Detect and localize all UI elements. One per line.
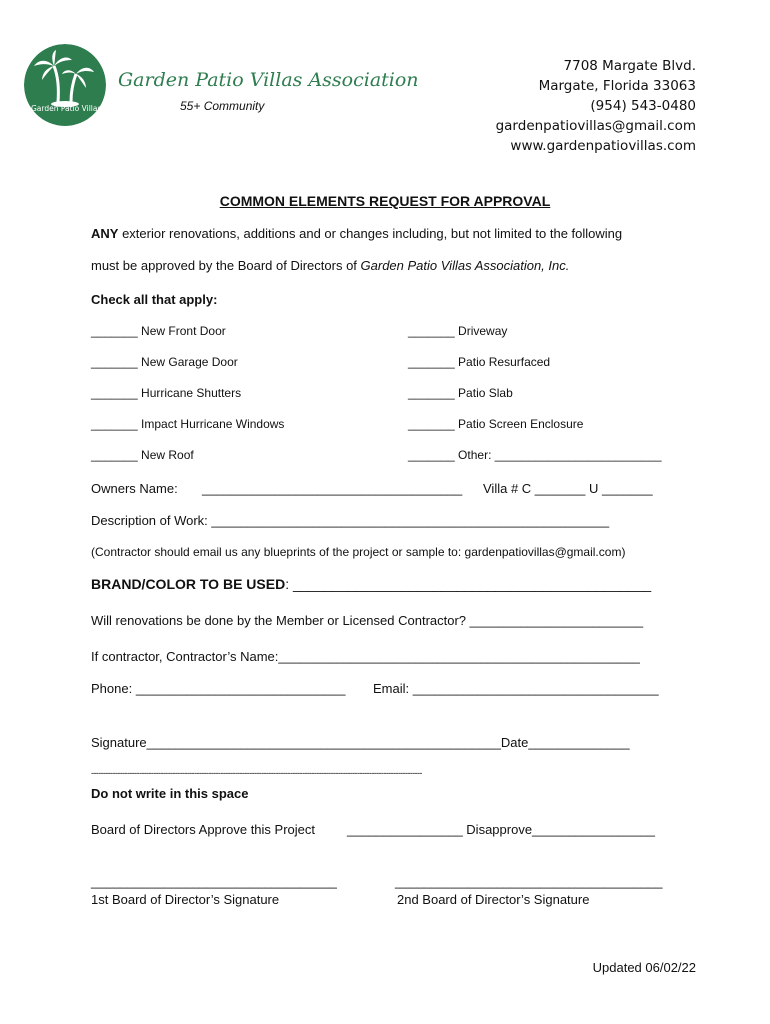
check-item-patio-slab[interactable]: _______ Patio Slab bbox=[408, 386, 513, 400]
owners-name-field[interactable]: ____________________________________ bbox=[202, 481, 463, 496]
address-line-1: 7708 Margate Blvd. bbox=[563, 58, 696, 74]
contractor-name-field[interactable]: If contractor, Contractor’s Name:__________________________________________________ bbox=[91, 649, 640, 664]
brand-color-row[interactable] bbox=[91, 576, 651, 592]
phone-number: (954) 543-0480 bbox=[590, 98, 696, 114]
intro-line-1 bbox=[91, 226, 622, 241]
phone-field[interactable]: Phone: _____________________________ bbox=[91, 681, 346, 696]
tagline: 55+ Community bbox=[180, 99, 265, 113]
owners-name-label: Owners Name: bbox=[91, 481, 178, 496]
approve-disapprove-field[interactable]: ________________ Disapprove_________________ bbox=[347, 822, 655, 837]
renovation-question[interactable]: Will renovations be done by the Member or Licensed Contractor? ________________________ bbox=[91, 613, 644, 628]
board-signature-line-2[interactable]: _____________________________________ bbox=[395, 874, 663, 889]
divider: ------------------------------------------------------------------------------------------------------------------------------------------ bbox=[91, 768, 422, 778]
board-signature-label-2: 2nd Board of Director’s Signature bbox=[397, 892, 590, 907]
email-field[interactable]: Email: __________________________________ bbox=[373, 681, 659, 696]
palm-tree-logo-icon bbox=[24, 44, 106, 126]
website: www.gardenpatiovillas.com bbox=[510, 138, 696, 154]
approve-label: Board of Directors Approve this Project bbox=[91, 822, 315, 837]
villa-field[interactable]: Villa # C _______ U _______ bbox=[483, 481, 653, 496]
email-address: gardenpatiovillas@gmail.com bbox=[495, 118, 696, 134]
check-item-patio-resurfaced[interactable]: _______ Patio Resurfaced bbox=[408, 355, 551, 369]
board-signature-label-1: 1st Board of Director’s Signature bbox=[91, 892, 280, 907]
org-name: Garden Patio Villas Association bbox=[118, 69, 419, 91]
office-use-heading: Do not write in this space bbox=[91, 786, 249, 801]
address-line-2: Margate, Florida 33063 bbox=[538, 78, 696, 94]
form-title: COMMON ELEMENTS REQUEST FOR APPROVAL bbox=[219, 193, 551, 209]
check-item-garage-door[interactable]: _______ New Garage Door bbox=[91, 355, 238, 369]
contractor-note: (Contractor should email us any blueprints of the project or sample to: gardenpatiovillas@gmail.com) bbox=[91, 545, 626, 559]
brand-color-line: : ______________________________________________ bbox=[285, 576, 652, 592]
check-item-other[interactable]: _______ Other: _________________________ bbox=[408, 448, 662, 462]
check-item-front-door[interactable]: _______ New Front Door bbox=[91, 324, 226, 338]
logo-text: Garden Patio Villas bbox=[31, 104, 102, 113]
description-field[interactable]: Description of Work: _______________________________________________________ bbox=[91, 513, 610, 528]
check-item-impact-windows[interactable]: _______ Impact Hurricane Windows bbox=[91, 417, 285, 431]
check-item-hurricane-shutters[interactable]: _______ Hurricane Shutters bbox=[91, 386, 242, 400]
check-heading: Check all that apply: bbox=[91, 292, 218, 307]
check-item-new-roof[interactable]: _______ New Roof bbox=[91, 448, 194, 462]
intro-line-2 bbox=[91, 258, 569, 273]
board-signature-line-1[interactable]: __________________________________ bbox=[91, 874, 337, 889]
intro-bold: ANY bbox=[91, 226, 119, 241]
association-name: Garden Patio Villas Association, Inc. bbox=[360, 258, 570, 273]
check-item-driveway[interactable]: _______ Driveway bbox=[408, 324, 508, 338]
intro-text-2: must be approved by the Board of Directors of bbox=[91, 258, 361, 273]
brand-color-label: BRAND/COLOR TO BE USED bbox=[91, 576, 286, 592]
signature-field[interactable]: Signature_________________________________________________Date______________ bbox=[91, 735, 630, 750]
intro-text: exterior renovations, additions and or changes including, but not limited to the following bbox=[118, 226, 623, 241]
updated-date: Updated 06/02/22 bbox=[592, 960, 696, 975]
check-item-screen-enclosure[interactable]: _______ Patio Screen Enclosure bbox=[408, 417, 584, 431]
